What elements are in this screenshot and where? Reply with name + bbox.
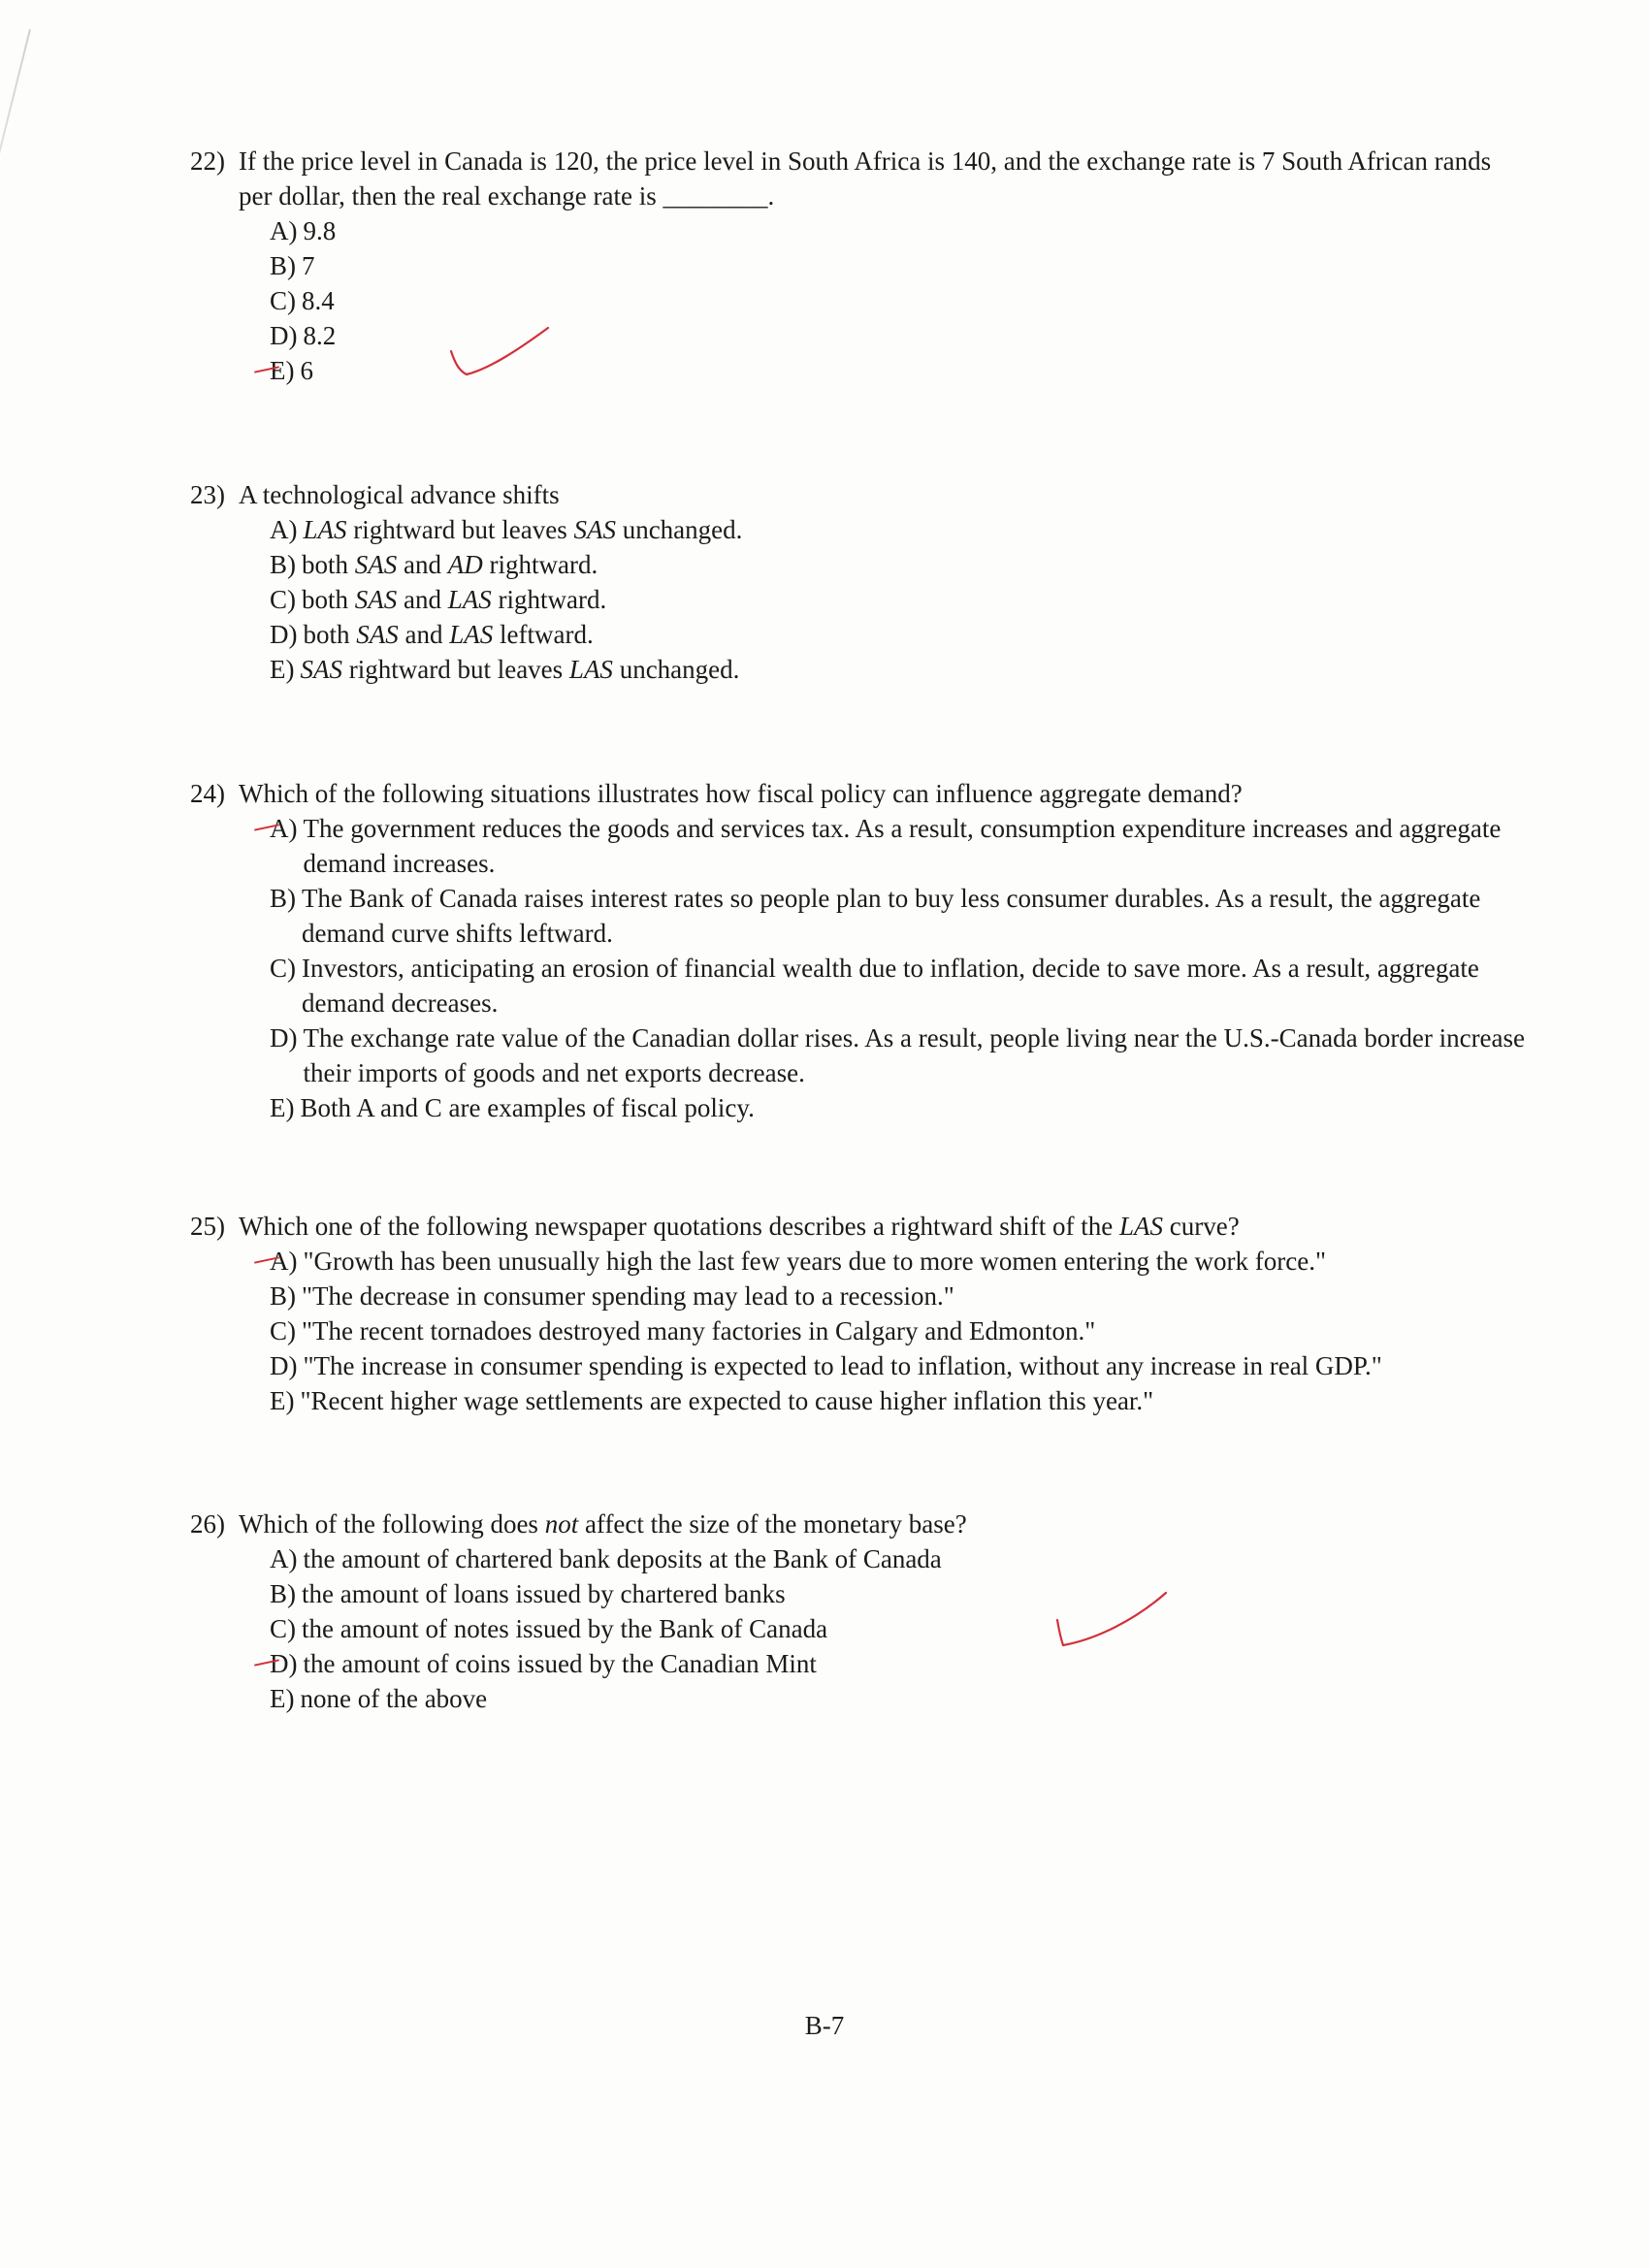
- option-list: [270, 1541, 1529, 1716]
- option-b: B) the amount of loans issued by chartered banks: [270, 1579, 786, 1608]
- answer-blank: ________: [663, 181, 768, 211]
- option-c: C) both SAS and LAS rightward.: [270, 585, 607, 614]
- question-stem: [190, 776, 1529, 811]
- option-b: B) both SAS and AD rightward.: [270, 550, 598, 579]
- option-c: C) 8.4: [270, 286, 335, 315]
- option-a: A) The government reduces the goods and services tax. As a result, consumption expenditure increases and aggregate demand increases.: [270, 811, 1529, 881]
- option-list: [270, 1244, 1529, 1418]
- option-a: A) "Growth has been unusually high the last few years due to more women entering the work force.": [270, 1244, 1529, 1279]
- question-24: [190, 776, 1529, 1125]
- option-a: A) the amount of chartered bank deposits at the Bank of Canada: [270, 1544, 942, 1573]
- option-e: E) "Recent higher wage settlements are expected to cause higher inflation this year.": [270, 1386, 1154, 1415]
- question-stem: 25) Which one of the following newspaper quotations describes a rightward shift of the LAS curve?: [190, 1209, 1529, 1244]
- option-e: E) 6: [270, 353, 1529, 388]
- option-b: B) The Bank of Canada raises interest rates so people plan to buy less consumer durables. As a result, the aggregate demand curve shifts leftward.: [270, 884, 1481, 948]
- option-c: C) "The recent tornadoes destroyed many factories in Calgary and Edmonton.": [270, 1316, 1096, 1345]
- option-a: A) 9.8: [270, 216, 337, 245]
- option-a: A) LAS rightward but leaves SAS unchanged.: [270, 515, 743, 544]
- option-c: C) Investors, anticipating an erosion of financial wealth due to inflation, decide to save more. As a result, aggregate demand decreases.: [270, 954, 1479, 1018]
- question-number: 22): [190, 146, 225, 176]
- option-b: B) "The decrease in consumer spending may lead to a recession.": [270, 1281, 954, 1311]
- question-number: 25): [190, 1212, 225, 1241]
- stem-text: Which of the following does: [239, 1509, 538, 1539]
- question-number: 24): [190, 779, 225, 808]
- stem-text: Which of the following situations illustrates how fiscal policy can influence aggregate demand?: [239, 779, 1243, 808]
- option-list: [270, 512, 1529, 687]
- option-d: D) the amount of coins issued by the Canadian Mint: [270, 1646, 1529, 1681]
- option-e: E) none of the above: [270, 1684, 488, 1713]
- question-stem: 22) If the price level in Canada is 120, the price level in South Africa is 140, and the exchange rate is 7 South African rands per dollar, then the real exchange rate is ________.: [190, 144, 1529, 213]
- option-list: [270, 213, 1529, 388]
- question-number: 26): [190, 1509, 225, 1539]
- option-b: B) 7: [270, 251, 315, 280]
- question-25: [190, 1209, 1529, 1418]
- question-26: [190, 1507, 1529, 1716]
- question-stem: [190, 477, 1529, 512]
- stem-text: A technological advance shifts: [239, 480, 560, 509]
- option-e: E) Both A and C are examples of fiscal policy.: [270, 1093, 755, 1122]
- option-d: D) both SAS and LAS leftward.: [270, 620, 594, 649]
- question-stem: 26) Which of the following does not affect the size of the monetary base?: [190, 1507, 1529, 1541]
- option-list: [270, 811, 1529, 1125]
- question-number: 23): [190, 480, 225, 509]
- question-23: [190, 477, 1529, 687]
- scan-edge-artifact: [0, 29, 31, 246]
- option-e: E) SAS rightward but leaves LAS unchanged.: [270, 655, 740, 684]
- question-22: [190, 144, 1529, 388]
- stem-text: If the price level in Canada is 120, the price level in South Africa is 140, and the exchange rate is 7 South African rands per dollar, then the real exchange rate is: [239, 146, 1492, 211]
- stem-text: Which one of the following newspaper quotations describes a rightward shift of the: [239, 1212, 1114, 1241]
- option-d: D) "The increase in consumer spending is expected to lead to inflation, without any increase in real GDP.": [270, 1351, 1382, 1380]
- option-c: C) the amount of notes issued by the Bank of Canada: [270, 1614, 828, 1643]
- page-number: B-7: [804, 2011, 845, 2040]
- option-d: D) 8.2: [270, 321, 337, 350]
- option-d: D) The exchange rate value of the Canadian dollar rises. As a result, people living near the U.S.-Canada border increase their imports of goods and net exports decrease.: [270, 1023, 1526, 1087]
